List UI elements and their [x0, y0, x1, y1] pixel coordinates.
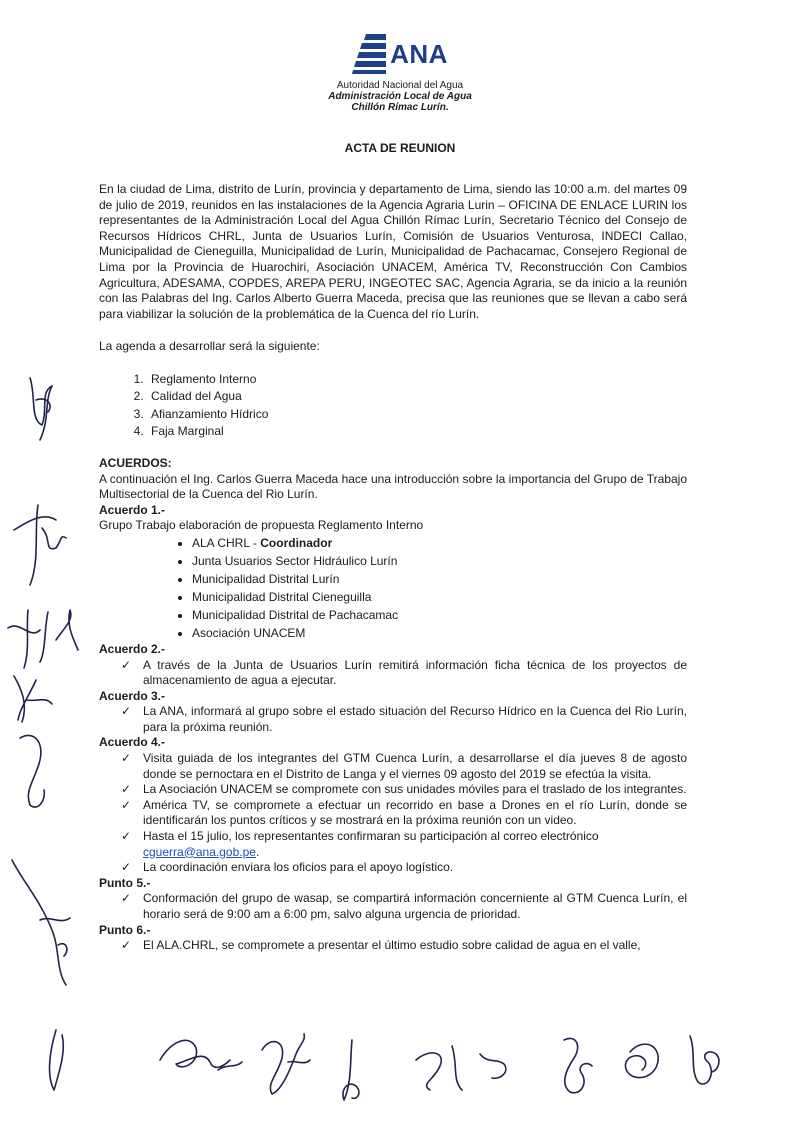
group-member-item: • Asociación UNACEM: [192, 624, 687, 642]
agenda-item: 3. Afianzamiento Hídrico: [147, 406, 687, 424]
check-item-text: Conformación del grupo de wasap, se compartirá información concerniente al GTM Cuenca Lurín, el horario será de 9:00 am a 6:00 pm, salvo alguna urgencia de prioridad.: [143, 891, 687, 921]
signature: [14, 505, 66, 585]
check-item: [121, 829, 687, 860]
check-icon: ✓: [121, 751, 132, 766]
signature: [690, 1036, 719, 1084]
signature: [12, 860, 70, 985]
group-member-item: • Municipalidad Distrital Lurín: [192, 570, 687, 588]
signature: [20, 735, 44, 807]
check-item: [121, 860, 687, 876]
group-member-name: ALA CHRL -: [192, 535, 261, 550]
check-item-text: Hasta el 15 julio, los representantes confirmaran su participación al correo electrónico: [143, 829, 599, 844]
check-icon: ✓: [121, 860, 132, 875]
check-icon: ✓: [121, 704, 132, 719]
punto-6-heading: Punto 6.-: [99, 922, 151, 937]
acuerdo-4-heading: Acuerdo 4.-: [99, 735, 166, 750]
email-tail: .: [255, 844, 260, 859]
acuerdo-3-list: [99, 704, 687, 735]
check-item: [121, 704, 687, 735]
check-item: [121, 658, 687, 689]
punto-6-list: [99, 938, 687, 954]
check-item: [121, 891, 687, 922]
group-member-item: • Municipalidad Distrital Cieneguilla: [192, 588, 687, 606]
signature: [564, 1038, 592, 1092]
signature: [160, 1040, 242, 1070]
intro-paragraph: En la ciudad de Lima, distrito de Lurín, provincia y departamento de Lima, siendo las 10:00 a.m. del martes 09 de julio de 2019, reunidos en las instalaciones de la Agencia Agraria Lurin – OFICINA DE ENLACE LURIN los representantes de la Administración Local del Agua Chillón Rímac Lurín, Secretario Técnico del Consejo de Recursos Hídricos CHRL, Junta de Usuarios Lurín, Comisión de Usuarios Venturosa, INDECI Callao, Municipalidad de Cieneguilla, Municipalidad de Lurín, Municipalidad de Pachacamac, Consejero Regional de Lima por la Provincia de Huarochiri, Asociación UNACEM, América TV, Reconstrucción Con Cambios Agricultura, ADESAMA, COPDES, AREPA PERU, INGEOTEC SAC, Agencia Agraria, se da inicio a la reunión con las Palabras del Ing. Carlos Alberto Guerra Maceda, precisa que las reuniones que se llevan a cabo será para viabilizar la solución de la problemática de la Cuenca del río Lurín.: [99, 182, 687, 321]
check-item-text: Visita guiada de los integrantes del GTM Cuenca Lurín, a desarrollarse el día jueves 8 de agosto donde se pernoctara en el Distrito de Langa y el viernes 09 agosto del 2019 se efectúa la visita.: [143, 751, 687, 781]
working-group-list: [99, 534, 687, 642]
acuerdos-heading: ACUERDOS:: [99, 455, 172, 470]
document-title: ACTA DE REUNION: [344, 141, 456, 155]
ana-logo: [300, 30, 500, 78]
check-item-text: El ALA.CHRL, se compromete a presentar el último estudio sobre calidad de agua en el valle,: [143, 938, 641, 953]
signature: [50, 1030, 64, 1090]
check-item-text: La ANA, informará al grupo sobre el estado situación del Recurso Hídrico en la Cuenca del Rio Lurín, para la próxima reunión.: [143, 704, 687, 734]
acuerdos-intro: A continuación el Ing. Carlos Guerra Maceda hace una introducción sobre la importancia del Grupo de Trabajo Multisectorial de la Cuenca del Rio Lurín.: [99, 471, 687, 502]
signature: [8, 610, 78, 668]
check-item-text: La coordinación enviara los oficios para el apoyo logístico.: [143, 860, 454, 875]
check-item-text: América TV, se compromete a efectuar un recorrido en base a Drones en el río Lurín, donde se identificarán los puntos críticos y se mostrará en la próxima reunión con un video.: [143, 797, 687, 828]
email-link[interactable]: cguerra@ana.gob.pe: [143, 844, 256, 859]
agenda-item: 4. Faja Marginal: [147, 423, 687, 441]
ana-logo-icon: [352, 34, 386, 74]
check-icon: ✓: [121, 891, 132, 906]
check-item-text: La Asociación UNACEM se compromete con sus unidades móviles para el traslado de los integrantes.: [143, 782, 687, 797]
document-body: [99, 182, 687, 954]
signature: [30, 378, 52, 440]
check-item: [121, 782, 687, 798]
check-icon: ✓: [121, 797, 132, 812]
signature: [343, 1040, 359, 1100]
letterhead: [300, 30, 500, 113]
signature: [416, 1046, 506, 1090]
check-item: [121, 938, 687, 954]
agenda-item: 2. Calidad del Agua: [147, 388, 687, 406]
check-icon: ✓: [121, 657, 132, 672]
logo-text: ANA: [390, 38, 448, 69]
check-icon: ✓: [121, 782, 132, 797]
punto-5-list: [99, 891, 687, 922]
acuerdo-4-list: [99, 751, 687, 876]
group-member-role: Coordinador: [260, 535, 333, 550]
agenda-intro: La agenda a desarrollar será la siguiente:: [99, 339, 320, 354]
acuerdo-3-heading: Acuerdo 3.-: [99, 688, 166, 703]
punto-5-heading: Punto 5.-: [99, 875, 151, 890]
agenda-item: 1. Reglamento Interno: [147, 371, 687, 389]
check-icon: ✓: [121, 829, 132, 844]
acuerdo-1-text: Grupo Trabajo elaboración de propuesta Reglamento Interno: [99, 518, 424, 533]
check-item-text: A través de la Junta de Usuarios Lurín remitirá información ficha técnica de los proyectos de almacenamiento de agua a ejecutar.: [143, 657, 687, 688]
acuerdo-2-list: [99, 658, 687, 689]
group-member-item: [192, 534, 687, 552]
signature: [14, 676, 52, 722]
org-subunit: Administración Local de Agua: [328, 91, 472, 102]
agenda-list: [99, 371, 687, 441]
group-member-item: • Municipalidad Distrital de Pachacamac: [192, 606, 687, 624]
org-name: Autoridad Nacional del Agua: [336, 80, 464, 91]
group-member-item: • Junta Usuarios Sector Hidráulico Lurín: [192, 552, 687, 570]
check-item: [121, 751, 687, 782]
acuerdo-1-heading: Acuerdo 1.-: [99, 502, 166, 517]
check-item: [121, 798, 687, 829]
signature: [262, 1034, 310, 1094]
signature: [625, 1044, 658, 1077]
check-icon: ✓: [121, 938, 132, 953]
org-region: Chillón Rímac Lurín.: [351, 102, 449, 113]
acuerdo-2-heading: Acuerdo 2.-: [99, 641, 166, 656]
